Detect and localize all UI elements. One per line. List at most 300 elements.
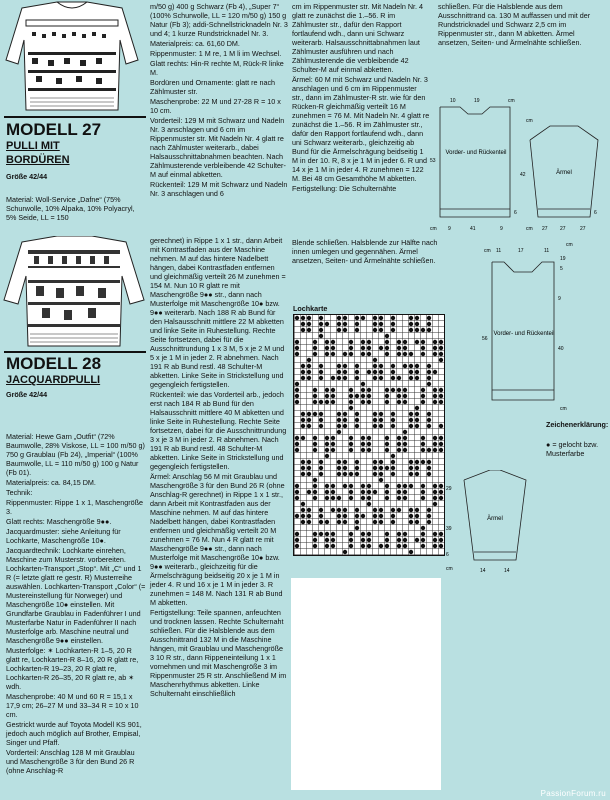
svg-text:cm: cm — [526, 226, 533, 232]
lochkarte-hole — [397, 484, 401, 488]
lochkarte-hole — [337, 514, 341, 518]
svg-text:9: 9 — [558, 296, 561, 302]
lochkarte-hole — [325, 394, 329, 398]
lochkarte-hole — [295, 442, 299, 446]
legend-text: ● = gelocht bzw. Musterfarbe — [546, 440, 599, 458]
lochkarte-hole — [313, 490, 317, 494]
lochkarte-hole — [427, 328, 431, 332]
lochkarte-hole — [415, 412, 419, 416]
lochkarte-hole — [349, 400, 353, 404]
lochkarte-hole — [361, 346, 365, 350]
lochkarte-hole — [295, 388, 299, 392]
lochkarte-hole — [367, 436, 371, 440]
lochkarte-hole — [343, 424, 347, 428]
lochkarte-hole — [439, 442, 443, 446]
lochkarte-hole — [433, 352, 437, 356]
model28-col1: Material: Hewe Garn „Outfit“ (72% Baumwolle, 28% Viskose, LL = 100 m/50 g) 750 g Graublau (Fb 24), „Imperial“ (100% Baumwolle, LL = 110 m/50 g) 100 g Natur (Fb 01). Materialpreis: ca. 84,15 DM. Technik: Rippenmuster: Rippe 1 x 1, Maschengröße 3. Glatt rechts: Maschengröße 9●●. Jacquardmuster: siehe Anleitung für Lochkarte, Maschengröße 10●. Jacquardtechnik: Lochkarte einrehen, Maschine zum Musterstr. vorbereiten. Lochkarten-Transport „Stop“. Mit „C“ und 1 R (= letzte glatt re gestr. R) Musterreihe auswählen. Lochkarten-Transport „Color“ (= Mustereinstellung für Norweger) und Maschengröße 10● einstellen. Mit Grundfarbe Graublau in Fadenführer I und Musterfarbe Natur in Fadenführer II nach Musterfolge arb. Maschine neutral und Maschengröße 9●● einstellen. Musterfolge: ✶ Lochkarten-R 1–5, 20 R glatt re, Lochkarten-R 8–16, 20 R glatt re, Lochkarten-R 19–23, 20 R glatt re, Lochkarten-R 26–35, 20 R glatt re, ab ✶ wdh. Maschenprobe: 40 M und 60 R = 15,1 x 17,9 cm; 26–27 M und 33–34 R = 10 x 10 cm. Gestrickt wurde auf Toyota Modell KS 901, jedoch auch möglich auf Brother, Empisal, Singer und Pfaff. Vorderteil: Anschlag 128 M mit Graublau und Maschengröße 3 für den Bund 26 R (ohne Anschlag-R — [6, 432, 146, 775]
lochkarte-hole — [319, 364, 323, 368]
lochkarte-hole — [313, 394, 317, 398]
lochkarte-hole — [439, 532, 443, 536]
lochkarte-hole — [439, 394, 443, 398]
lochkarte-hole — [415, 472, 419, 476]
lochkarte-hole — [421, 436, 425, 440]
lochkarte-hole — [349, 484, 353, 488]
lochkarte-hole — [301, 466, 305, 470]
lochkarte-hole — [427, 316, 431, 320]
lochkarte-hole — [433, 484, 437, 488]
lochkarte-hole — [343, 370, 347, 374]
lochkarte-hole — [319, 424, 323, 428]
lochkarte-hole — [307, 472, 311, 476]
lochkarte-hole — [295, 340, 299, 344]
lochkarte-hole — [433, 490, 437, 494]
lochkarte-hole — [421, 388, 425, 392]
lochkarte-hole — [349, 346, 353, 350]
lochkarte-hole — [403, 490, 407, 494]
lochkarte-hole — [397, 352, 401, 356]
lochkarte-hole — [427, 322, 431, 326]
lochkarte-hole — [391, 460, 395, 464]
lochkarte-hole — [313, 478, 317, 482]
lochkarte-hole — [295, 490, 299, 494]
lochkarte-hole — [355, 466, 359, 470]
lochkarte-hole — [439, 490, 443, 494]
lochkarte-hole — [403, 484, 407, 488]
lochkarte-hole — [355, 514, 359, 518]
svg-text:cm: cm — [484, 248, 491, 254]
lochkarte-hole — [415, 460, 419, 464]
lochkarte-hole — [367, 442, 371, 446]
lochkarte-hole — [391, 514, 395, 518]
lochkarte-hole — [361, 388, 365, 392]
lochkarte-hole — [331, 484, 335, 488]
lochkarte-hole — [421, 496, 425, 500]
lochkarte-hole — [349, 352, 353, 356]
lochkarte-hole — [409, 508, 413, 512]
lochkarte-hole — [379, 424, 383, 428]
lochkarte-hole — [367, 346, 371, 350]
lochkarte-hole — [319, 412, 323, 416]
svg-text:cm: cm — [560, 406, 567, 412]
lochkarte-hole — [415, 418, 419, 422]
lochkarte-hole — [343, 472, 347, 476]
lochkarte-hole — [427, 424, 431, 428]
lochkarte-hole — [397, 496, 401, 500]
lochkarte-hole — [307, 490, 311, 494]
lochkarte-hole — [325, 448, 329, 452]
lochkarte-hole — [415, 406, 419, 410]
lochkarte-hole — [331, 496, 335, 500]
lochkarte-hole — [295, 532, 299, 536]
lochkarte-hole — [403, 340, 407, 344]
lochkarte-hole — [337, 316, 341, 320]
lochkarte-hole — [373, 472, 377, 476]
lochkarte-hole — [421, 460, 425, 464]
lochkarte-hole — [355, 370, 359, 374]
lochkarte-hole — [379, 508, 383, 512]
lochkarte-hole — [409, 520, 413, 524]
lochkarte-hole — [337, 328, 341, 332]
lochkarte-hole — [433, 532, 437, 536]
lochkarte-hole — [379, 514, 383, 518]
lochkarte-hole — [349, 340, 353, 344]
lochkarte-hole — [343, 328, 347, 332]
lochkarte-hole — [367, 394, 371, 398]
lochkarte-hole — [373, 322, 377, 326]
lochkarte-hole — [409, 514, 413, 518]
lochkarte-hole — [391, 328, 395, 332]
lochkarte-hole — [409, 376, 413, 380]
lochkarte-hole — [319, 328, 323, 332]
lochkarte-hole — [403, 346, 407, 350]
lochkarte-hole — [349, 490, 353, 494]
lochkarte-hole — [355, 508, 359, 512]
lochkarte-hole — [409, 352, 413, 356]
lochkarte-hole — [337, 364, 341, 368]
lochkarte-hole — [421, 346, 425, 350]
lochkarte-hole — [337, 424, 341, 428]
lochkarte-hole — [331, 490, 335, 494]
lochkarte-hole — [301, 508, 305, 512]
lochkarte-hole — [427, 514, 431, 518]
lochkarte-hole — [295, 544, 299, 548]
lochkarte-hole — [433, 400, 437, 404]
lochkarte-hole — [355, 472, 359, 476]
lochkarte-hole — [373, 328, 377, 332]
lochkarte-hole — [343, 412, 347, 416]
lochkarte-hole — [355, 376, 359, 380]
lochkarte-hole — [319, 400, 323, 404]
lochkarte-hole — [397, 544, 401, 548]
lochkarte-hole — [403, 496, 407, 500]
lochkarte-hole — [361, 538, 365, 542]
lochkarte-hole — [355, 316, 359, 320]
lochkarte-hole — [337, 370, 341, 374]
lochkarte-hole — [331, 340, 335, 344]
lochkarte-hole — [385, 544, 389, 548]
lochkarte-hole — [421, 532, 425, 536]
lochkarte-hole — [385, 448, 389, 452]
lochkarte-hole — [343, 508, 347, 512]
model28-col3: Blende schließen. Halsblende zur Hälfte nach innen umlegen und gegennähen. Ärmel ansetzen, Seiten- und Ärmelnähte schließen. — [292, 238, 438, 265]
lochkarte-hole — [385, 442, 389, 446]
lochkarte-hole — [331, 352, 335, 356]
lochkarte-hole — [307, 466, 311, 470]
lochkarte-hole — [367, 370, 371, 374]
lochkarte-hole — [343, 460, 347, 464]
lochkarte-hole — [397, 394, 401, 398]
lochkarte-hole — [319, 508, 323, 512]
model28-title: MODELL 28 — [6, 354, 102, 373]
svg-text:27: 27 — [542, 226, 548, 232]
lochkarte-hole — [367, 400, 371, 404]
lochkarte-hole — [427, 412, 431, 416]
lochkarte-hole — [331, 442, 335, 446]
lochkarte-hole — [379, 412, 383, 416]
svg-text:6: 6 — [446, 552, 449, 558]
lochkarte-hole — [307, 376, 311, 380]
lochkarte-hole — [325, 442, 329, 446]
lochkarte-hole — [301, 328, 305, 332]
lochkarte-hole — [403, 388, 407, 392]
lochkarte-hole — [355, 328, 359, 332]
lochkarte-hole — [433, 442, 437, 446]
lochkarte-hole — [313, 484, 317, 488]
lochkarte-hole — [307, 370, 311, 374]
lochkarte-hole — [439, 538, 443, 542]
lochkarte-hole — [433, 436, 437, 440]
lochkarte-hole — [337, 412, 341, 416]
lochkarte-hole — [361, 514, 365, 518]
model27-subtitle-1: PULLI MIT — [6, 140, 60, 152]
lochkarte-hole — [397, 448, 401, 452]
lochkarte-hole — [313, 442, 317, 446]
lochkarte-hole — [385, 436, 389, 440]
lochkarte-hole — [367, 496, 371, 500]
lochkarte-hole — [421, 328, 425, 332]
lochkarte-hole — [295, 346, 299, 350]
svg-text:41: 41 — [470, 226, 476, 232]
lochkarte-hole — [427, 448, 431, 452]
lochkarte-hole — [409, 424, 413, 428]
lochkarte-hole — [403, 538, 407, 542]
svg-text:42: 42 — [520, 172, 526, 178]
lochkarte-hole — [361, 400, 365, 404]
lochkarte-hole — [367, 484, 371, 488]
lochkarte-hole — [307, 520, 311, 524]
lochkarte-hole — [391, 418, 395, 422]
lochkarte-hole — [355, 418, 359, 422]
lochkarte-hole — [373, 418, 377, 422]
lochkarte-hole — [355, 364, 359, 368]
lochkarte-hole — [415, 328, 419, 332]
model27-material: Material: Woll-Service „Dafne“ (75% Schurwolle, 10% Alpaka, 10% Polyacryl, 5% Seide, LL = 150 — [6, 195, 135, 222]
lochkarte-hole — [421, 448, 425, 452]
svg-text:10: 10 — [450, 98, 456, 104]
lochkarte-hole — [439, 484, 443, 488]
lochkarte-hole — [385, 466, 389, 470]
lochkarte-hole — [379, 370, 383, 374]
lochkarte-hole — [409, 322, 413, 326]
lochkarte-hole — [295, 538, 299, 542]
lochkarte-hole — [343, 316, 347, 320]
lochkarte-hole — [319, 520, 323, 524]
lochkarte-hole — [349, 406, 353, 410]
svg-text:19: 19 — [474, 98, 480, 104]
lochkarte-hole — [373, 316, 377, 320]
lochkarte-hole — [343, 514, 347, 518]
lochkarte-hole — [361, 484, 365, 488]
lochkarte-hole — [409, 328, 413, 332]
lochkarte-hole — [319, 460, 323, 464]
lochkarte-hole — [319, 418, 323, 422]
lochkarte-hole — [313, 544, 317, 548]
lochkarte-hole — [379, 460, 383, 464]
lochkarte-hole — [361, 496, 365, 500]
lochkarte-hole — [313, 532, 317, 536]
lochkarte-hole — [313, 538, 317, 542]
lochkarte-hole — [307, 358, 311, 362]
lochkarte-hole — [427, 508, 431, 512]
lochkarte-hole — [295, 316, 299, 320]
lochkarte-hole — [391, 424, 395, 428]
lochkarte-hole — [301, 502, 305, 506]
lochkarte-hole — [301, 412, 305, 416]
lochkarte-hole — [367, 352, 371, 356]
svg-text:39: 39 — [446, 526, 452, 532]
lochkarte-hole — [349, 496, 353, 500]
lochkarte-hole — [355, 460, 359, 464]
lochkarte-hole — [379, 418, 383, 422]
lochkarte-hole — [439, 388, 443, 392]
lochkarte-hole — [385, 400, 389, 404]
lochkarte-hole — [319, 472, 323, 476]
lochkarte-hole — [325, 454, 329, 458]
lochkarte-hole — [343, 322, 347, 326]
lochkarte-hole — [337, 520, 341, 524]
lochkarte-hole — [409, 418, 413, 422]
lochkarte-hole — [337, 466, 341, 470]
lochkarte-hole — [349, 472, 353, 476]
lochkarte-hole — [331, 346, 335, 350]
lochkarte-hole — [379, 544, 383, 548]
lochkarte-hole — [433, 394, 437, 398]
lochkarte-hole — [409, 370, 413, 374]
lochkarte-hole — [307, 460, 311, 464]
lochkarte-hole — [313, 388, 317, 392]
lochkarte-hole — [355, 520, 359, 524]
lochkarte-hole — [379, 328, 383, 332]
lochkarte-hole — [355, 322, 359, 326]
lochkarte-hole — [331, 400, 335, 404]
lochkarte-hole — [361, 352, 365, 356]
lochkarte-hole — [361, 340, 365, 344]
lochkarte-hole — [421, 490, 425, 494]
svg-text:27: 27 — [560, 226, 566, 232]
lochkarte-hole — [301, 424, 305, 428]
lochkarte-hole — [427, 364, 431, 368]
lochkarte-hole — [343, 520, 347, 524]
lochkarte-hole — [421, 352, 425, 356]
model27-col3: cm im Rippenmuster str. Mit Nadeln Nr. 4 glatt re zunächst die 1.–56. R im Zählmuster str., dafür den Rapport fortlaufend wdh., dann uni Schwarz weiterarb. Halsausschnittabnahmen laut Zählmuster ausführen und nach Zählmusterende die verbleibende 42 Schulter-M auf einmal abketten. Ärmel: 60 M mit Schwarz und Nadeln Nr. 3 anschlagen und 6 cm im Rippenmuster str., dann im Zählmuster-R str. wie für den Rücken-R gleichmäßig verteilt 16 M zunehmen = 76 M. Mit Nadeln Nr. 4 glatt re zunächst die 1.–56. R im Zählmuster str., dafür den Rapport fortlaufend wdh., dann uni Schwarz weiterarb., gleichzeitig ab Bund für die Ärmelschrägung beidseitig 1 M in der 10. R, 8 x je 1 M in jeder 6. R und 14 x je 1 M in jeder 4. R zunehmen = 122 M. Bei 48 cm Gesamthöhe M abketten. Fertigstellung: Die Schulternähte — [292, 2, 430, 193]
lochkarte-hole — [361, 382, 365, 386]
lochkarte-hole — [301, 520, 305, 524]
lochkarte-hole — [439, 436, 443, 440]
lochkarte-hole — [301, 514, 305, 518]
lochkarte-hole — [427, 418, 431, 422]
watermark: PassionForum.ru — [540, 789, 606, 798]
svg-text:14: 14 — [480, 568, 486, 574]
lochkarte-hole — [403, 436, 407, 440]
rule-27 — [4, 116, 146, 118]
lochkarte-hole — [361, 448, 365, 452]
lochkarte-hole — [379, 472, 383, 476]
lochkarte-hole — [319, 532, 323, 536]
lochkarte-hole — [373, 460, 377, 464]
lochkarte-hole — [439, 544, 443, 548]
lochkarte-hole — [337, 322, 341, 326]
lochkarte-hole — [397, 400, 401, 404]
lochkarte-hole — [307, 328, 311, 332]
lochkarte-hole — [433, 388, 437, 392]
schem28-front-label: Vorder- und Rückenteil — [493, 331, 555, 337]
lochkarte-hole — [391, 466, 395, 470]
lochkarte-hole — [361, 544, 365, 548]
lochkarte-hole — [331, 448, 335, 452]
lochkarte-hole — [325, 484, 329, 488]
lochkarte-hole — [331, 544, 335, 548]
lochkarte-hole — [403, 352, 407, 356]
lochkarte-hole — [415, 370, 419, 374]
lochkarte-hole — [349, 544, 353, 548]
lochkarte-hole — [427, 370, 431, 374]
lochkarte-hole — [337, 430, 341, 434]
lochkarte-hole — [397, 376, 401, 380]
lochkarte-hole — [361, 442, 365, 446]
lochkarte-hole — [373, 466, 377, 470]
lochkarte-hole — [415, 520, 419, 524]
lochkarte-hole — [391, 364, 395, 368]
lochkarte-hole — [409, 466, 413, 470]
lochkarte-hole — [397, 436, 401, 440]
lochkarte-hole — [391, 454, 395, 458]
lochkarte-hole — [343, 364, 347, 368]
lochkarte-hole — [373, 520, 377, 524]
lochkarte-hole — [367, 448, 371, 452]
svg-text:27: 27 — [580, 226, 586, 232]
lochkarte-hole — [313, 400, 317, 404]
lochkarte-hole — [385, 484, 389, 488]
lochkarte-hole — [385, 334, 389, 338]
lochkarte-hole — [301, 472, 305, 476]
lochkarte-hole — [295, 394, 299, 398]
lochkarte-hole — [301, 418, 305, 422]
svg-text:5: 5 — [560, 266, 563, 272]
lochkarte-hole — [325, 400, 329, 404]
lochkarte-hole — [415, 538, 419, 542]
lochkarte-hole — [385, 394, 389, 398]
lochkarte-hole — [397, 508, 401, 512]
model27-col4: schließen. Für die Halsblende aus dem Ausschnittrand ca. 130 M auffassen und mit der Rundstricknadel und Schwarz 2,5 cm im Rippenmuster str., dann M abketten. Ärmel ansetzen, Seiten- und Ärmelnähte schließen. — [438, 2, 591, 47]
lochkarte-hole — [415, 316, 419, 320]
lochkarte-hole — [361, 490, 365, 494]
lochkarte-hole — [415, 340, 419, 344]
lochkarte-hole — [307, 514, 311, 518]
lochkarte-hole — [439, 346, 443, 350]
lochkarte-hole — [415, 424, 419, 428]
lochkarte-hole — [415, 376, 419, 380]
svg-text:19: 19 — [560, 256, 566, 262]
lochkarte-hole — [349, 532, 353, 536]
schem28-sleeve-label: Ärmel — [487, 516, 503, 522]
sweater-28-illustration — [2, 236, 146, 348]
lochkarte-hole — [427, 460, 431, 464]
lochkarte-hole — [319, 322, 323, 326]
lochkarte-chart — [293, 314, 445, 556]
lochkarte-hole — [343, 550, 347, 554]
lochkarte-hole — [439, 496, 443, 500]
lochkarte-hole — [361, 532, 365, 536]
lochkarte-hole — [433, 346, 437, 350]
lochkarte-hole — [331, 376, 335, 380]
lochkarte-hole — [391, 388, 395, 392]
lochkarte-hole — [349, 436, 353, 440]
lochkarte-hole — [421, 442, 425, 446]
lochkarte-hole — [421, 484, 425, 488]
lochkarte-hole — [337, 376, 341, 380]
lochkarte-hole — [337, 460, 341, 464]
lochkarte-hole — [379, 322, 383, 326]
